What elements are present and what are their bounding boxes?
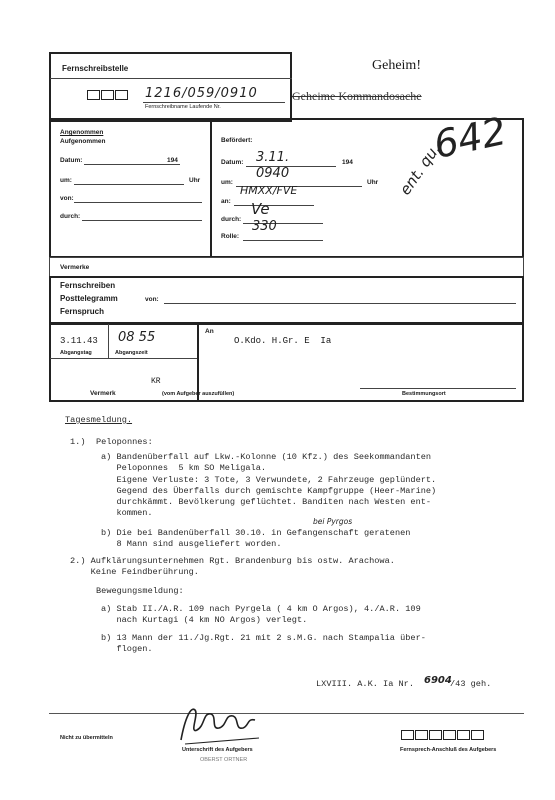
section-1b-line: 8 Mann sind ausgeliefert worden. [101,539,282,549]
sign-number-handwritten: 6904 [424,675,452,686]
footer-signature-typed: OBERST ORTNER [200,757,248,763]
dispatch-an-label: An [205,328,214,335]
margin-note-handwritten: ent. qu. [396,140,444,199]
dispatch-time-handwritten: 08 55 [118,330,156,345]
phone-square-4 [443,730,456,740]
dispatch-destination-line [360,388,516,389]
dispatch-vermerk-label: Vermerk [90,390,116,397]
classification-struck: Geheime Kommandosache [292,89,422,103]
received-durch-label: durch: [60,213,81,220]
phone-square-1 [401,730,414,740]
forwarded-an-label: an: [221,198,231,205]
forwarded-um-handwritten: 0940 [256,166,290,181]
received-von-label: von: [60,195,74,202]
forwarded-datum-label: Datum: [221,159,244,166]
section-1-number: 1.) [70,437,86,447]
type-fernspruch: Fernspruch [60,307,105,316]
forwarded-durch-label: durch: [221,216,242,223]
forwarded-an-line [234,205,314,206]
section-1a-line: Peloponnes 5 km SO Meligala. [101,463,267,473]
received-von-line [74,202,202,203]
dispatch-hline [50,358,197,359]
sign-prefix: LXVIII. A.K. Ia Nr. [316,679,414,689]
received-title-1: Angenommen [60,129,104,136]
section-1a-line: durchkämmt. Bevölkerung geflüchtet. Banditen nach Westen ent- [101,497,432,507]
movement-b-line: b) 13 Mann der 11./Jg.Rgt. 21 mit 2 s.M.G. nach Stampalia über- [101,633,426,643]
footer-line [49,713,524,714]
type-von-label: von: [145,296,159,303]
received-datum-line [84,164,180,165]
movement-b-line: flogen. [101,644,153,654]
section-1b-insert-handwritten: bei Pyrgos [313,517,353,526]
phone-square-5 [457,730,470,740]
margin-number-handwritten: 642 [430,108,511,168]
phone-square-3 [429,730,442,740]
received-datum-label: Datum: [60,157,83,164]
footer-signature-label: Unterschrift des Aufgebers [182,747,253,753]
forwarded-durch-handwritten: Ve [251,200,270,218]
dispatch-date-label: Abgangstag [60,350,92,356]
sign-suffix: /43 geh. [450,679,492,689]
fs-number-underline [143,102,285,103]
fs-number-handwritten: 1216/059/0910 [145,86,258,101]
section-1b-line: b) Die bei Bandenüberfall 30.10. in Gefangenschaft geratenen [101,528,411,538]
forwarded-um-label: um: [221,179,233,186]
type-fernschreiben: Fernschreiben [60,281,116,290]
type-posttelegramm: Posttelegramm [60,294,118,303]
forwarded-title: Befördert: [221,137,253,144]
phone-square-6 [471,730,484,740]
received-title-2: Aufgenommen [60,138,106,145]
dispatch-divider-2 [197,324,199,401]
section-1a-line: a) Bandenüberfall auf Lkw.-Kolonne (10 Kfz.) des Seekommandanten [101,452,432,462]
fs-name-label: Fernschreibname Laufende Nr. [145,104,221,110]
received-um-line [74,184,184,185]
footer-phone-label: Fernsprech-Anschluß des Aufgebers [400,747,497,753]
header-divider [50,78,292,79]
section-1a-line: Eigene Verluste: 3 Tote, 3 Verwundete, 2 Fahrzeuge geplündert. [101,475,437,485]
forwarded-rolle-line [243,240,323,241]
dispatch-divider-1 [108,324,109,358]
forwarded-datum-handwritten: 3.11. [256,150,290,165]
classification: Geheim! [372,58,421,73]
header-title: Fernschreibstelle [62,64,129,73]
dispatch-date: 3.11.43 [60,336,98,346]
vermerke-row [49,257,524,277]
forwarded-rolle-handwritten: 330 [252,219,277,234]
phone-square-2 [415,730,428,740]
vermerke-label: Vermerke [60,264,90,271]
movement-a-line: nach Kurtagi (4 km NO Argos) verlegt. [101,615,308,625]
forwarded-year-label: 194 [342,159,353,166]
forwarded-uhr-label: Uhr [367,179,379,186]
dispatch-sender-note: (vom Aufgeber auszufüllen) [162,391,235,397]
dispatch-recipient: O.Kdo. H.Gr. E Ia [234,336,332,346]
forwarded-rolle-label: Rolle: [221,233,240,240]
received-divider [210,119,212,257]
received-year-label: 194 [167,157,178,164]
dispatch-time-label: Abgangszeit [115,350,148,356]
fs-square-3 [115,90,128,100]
type-block-box [49,276,524,324]
movement-a-line: a) Stab II./A.R. 109 nach Pyrgela ( 4 km O Argos), 4./A.R. 109 [101,604,421,614]
section-1a-line: Gegend des Überfalls durch gemischte Kampfgruppe (Heer-Marine) [101,486,437,496]
section-1-title: Peloponnes: [96,437,153,447]
signature-handwritten [175,700,265,748]
movement-title: Bewegungsmeldung: [96,586,184,596]
received-um-label: um: [60,177,72,184]
dispatch-destination-label: Bestimmungsort [402,391,446,397]
dispatch-initials: KR [151,377,161,386]
forwarded-an-handwritten: HMXX/FVE [240,184,298,197]
received-durch-line [82,220,202,221]
section-1a-line: kommen. [101,508,153,518]
footer-not-to-transmit: Nicht zu übermitteln [60,735,113,741]
body-heading: Tagesmeldung. [65,415,133,425]
fs-square-1 [87,90,100,100]
section-2-line: Keine Feindberührung. [70,567,199,577]
received-uhr-label: Uhr [189,177,201,184]
fs-square-2 [101,90,114,100]
type-von-line [164,303,516,304]
section-2-line: 2.) Aufklärungsunternehmen Rgt. Brandenburg bis ostw. Arachowa. [70,556,395,566]
